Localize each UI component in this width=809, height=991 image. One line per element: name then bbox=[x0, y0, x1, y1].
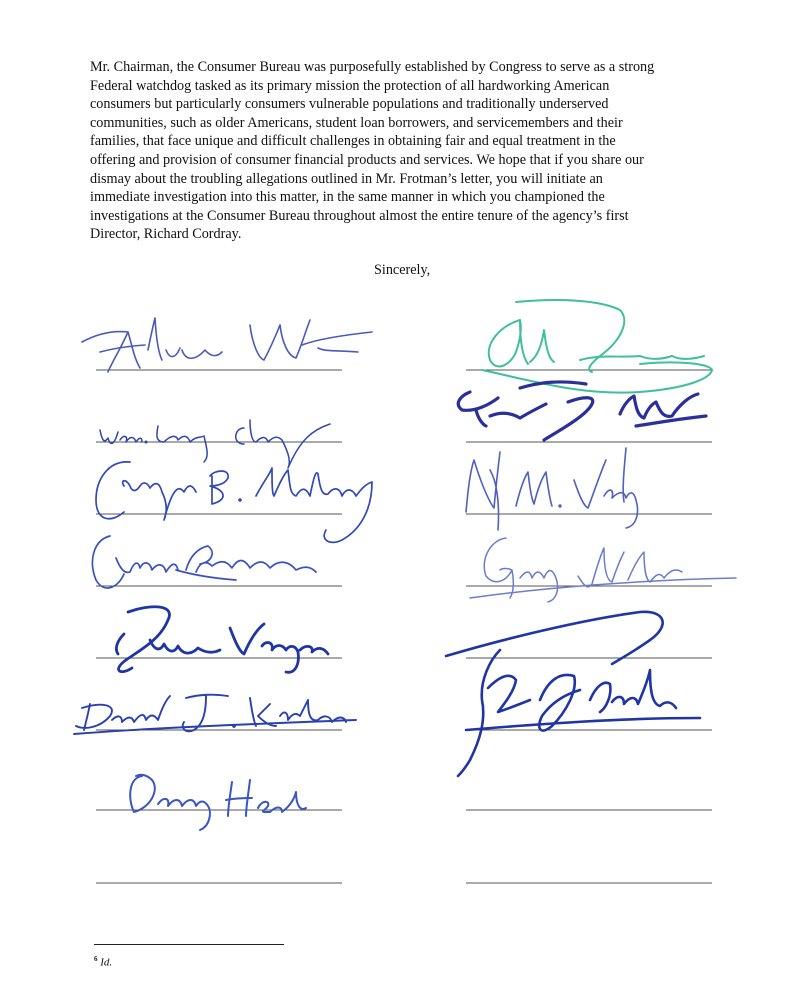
signature-stephen-lynch bbox=[446, 612, 700, 776]
footnote-number: 6 bbox=[94, 955, 98, 963]
signature-juan-vargas bbox=[116, 607, 328, 673]
footnote-divider bbox=[94, 944, 284, 945]
signature-alvin-waters bbox=[82, 318, 372, 372]
signature-al-green bbox=[482, 300, 712, 393]
footnote bbox=[94, 955, 112, 969]
signature-lines bbox=[96, 370, 712, 883]
signature-denny-heck bbox=[130, 775, 306, 830]
letter-paragraph: Mr. Chairman, the Consumer Bureau was purposefully established by Congress to serve as a strong Federal watchdog tasked as its primary mission the protection of all hardworking American consumers but particularly consumers vulnerable populations and traditionally underserved communities, such as older Americans, student loan borrowers, and servicemembers and their families, that face unique and difficult challenges in obtaining fair and equal treatment in the offering and provision of consumer financial products and services. We hope that if you share our dismay about the troubling allegations outlined in Mr. Frotman’s letter, you will initiate an immediate investigation into this matter, in the same manner in which you championed the investigations at the Consumer Bureau throughout almost the entire tenure of the agency’s first Director, Richard Cordray. bbox=[90, 59, 655, 243]
closing-salutation: Sincerely, bbox=[374, 262, 431, 278]
signature-gwen-moore bbox=[92, 536, 316, 588]
signature-carolyn-maloney bbox=[96, 462, 372, 543]
signature-daniel-kildee bbox=[74, 695, 356, 734]
signature-wm-lacy-clay bbox=[100, 420, 330, 468]
signature-gregory-meeks-2 bbox=[470, 538, 736, 602]
footnote-text: Id. bbox=[100, 956, 113, 969]
signature-nydia-velazquez bbox=[466, 448, 638, 530]
